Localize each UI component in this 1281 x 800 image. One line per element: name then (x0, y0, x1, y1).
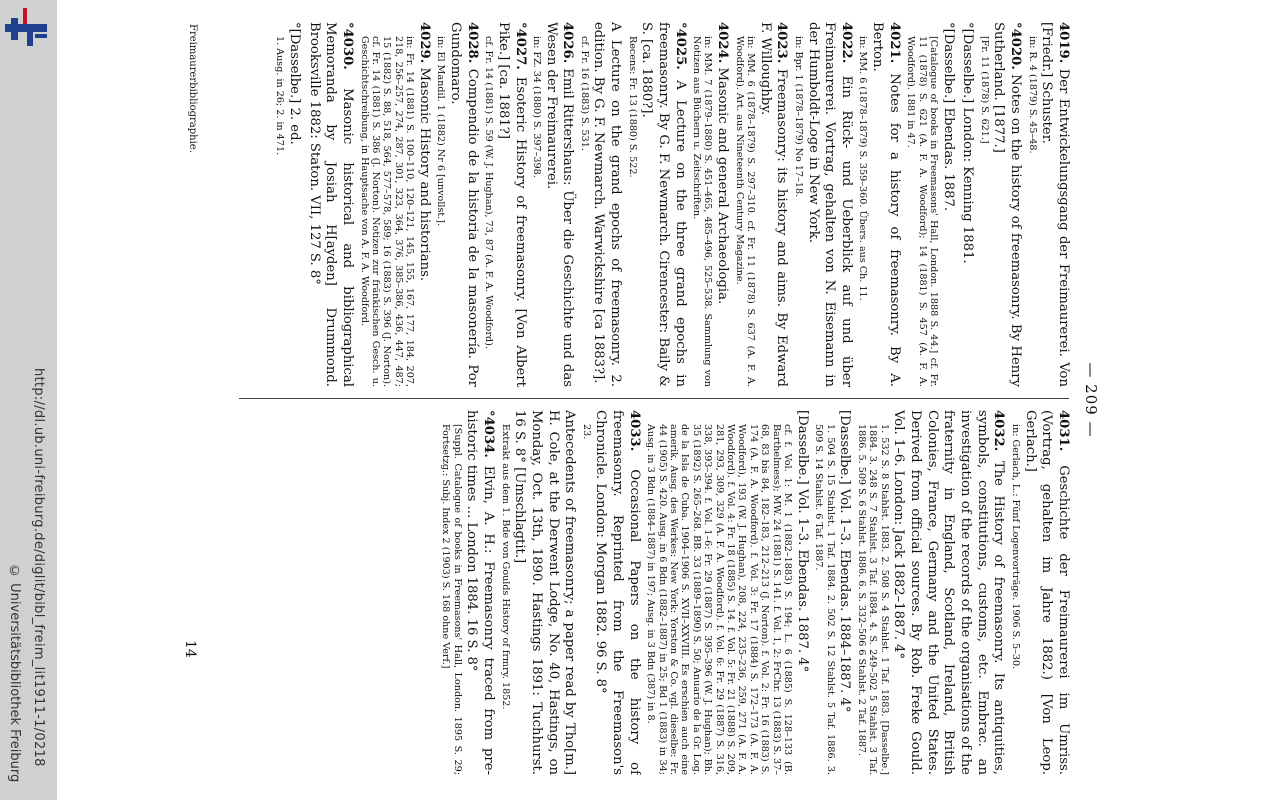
bibliography-entry (499, 410, 577, 775)
entry-note: 1. Ausg. in 26; 2. in 471. (274, 36, 286, 156)
entry-note: cf. Fr. 16 (1883) S. 531. (578, 36, 590, 151)
entry-number: °4027. (512, 22, 528, 70)
bibliography-entry (978, 22, 1023, 387)
entry-title: The History of freemasonry. Its antiquities, symbols, constitutions, customs, etc. Embrac. an investigation of the records of the organisations of the fraternity in England, Scotland, Ireland, British Colonies, France, Germany and the United States. Derived from official sources. By Rob. Freke Gould. Vol. 1–6. London: Jack 1882–1887. 4° (891, 410, 1007, 775)
entry-number: 4026. (560, 22, 576, 64)
entry-title: [Dasselbe.] Vol. 1–3. Ebendas. 1887. 4° (794, 410, 810, 673)
entry-title: Antecedents of freemasonry; a paper read by Tho[m.] H. Cole, at the Derwent Lodge, No. 40, Hastings, on Monday, Oct. 13th, 1890. Hastings 1891: Tuchhurst. 16 S. 8° [Umschlagtit.] (512, 410, 578, 775)
scanned-page-area (175, 0, 1111, 800)
entry-number: °4020. (1008, 22, 1024, 70)
entry-title: °[Dasselbe.] Ebendas. 1887. (940, 22, 956, 212)
entry-number: °4025. (672, 22, 688, 70)
entry-note: 23. (580, 424, 592, 440)
bibliography-entry (274, 22, 302, 387)
entry-number: 4024. (715, 22, 731, 64)
viewer-sidebar (0, 0, 57, 800)
document-url[interactable]: http://dl.ub.uni-freiburg.de/diglit/bibl_freim_lit1911-1/0218 (31, 368, 46, 767)
entry-note: 1. 532 S. 8 Stahlst. 1883. 2. 508 S. 4 Stahlst. 1 Taf. 1883. [Dasselbe.] 1884. 3. 248 S. 7 Stahlst. 3 Taf. 1884. 4. S. 249–502 5 Stahlst. 3 Taf. 1886. 5. 509 S. 6 Stahlst. 1886. 6. S. 332–506 6 Stahlst. 2 Taf. 1887. (855, 424, 890, 775)
bibliography-entry (857, 22, 902, 387)
entry-note: in: Fr. 14 (1881) S. 100–110, 120–121, 145, 155, 167, 177, 184, 207, 218, 256–257, 274, 287, 301, 323, 364, 376, 385–386, 436, 447, 487; 15 (1882) S. 88, 518, 564, 577–578, 589; 16 (1883) S. 396 (J. Norton). cf. Fr. 14 (1881) S. 386 (J. Norton). Notizen zur fränkischen Gesch. u. Geschichtschreibung, in Hauptsache von A. F. A. Woodford. (358, 36, 416, 387)
entry-title: [Dasselbe.] Vol. 1–3. Ebendas. 1884–1887. 4° (837, 410, 853, 713)
entry-number: 4032. (991, 410, 1007, 452)
entry-note: in: R. 4 (1879) S. 45–48. (1026, 36, 1038, 154)
entry-note: in: MM. 6 (1878–1879) S. 359–360. Übers. aus Ch. 11. (857, 36, 869, 301)
entry-number: 4029. (416, 22, 432, 64)
bibliography-entry (1026, 22, 1071, 387)
bibliography-entry (440, 410, 496, 775)
entry-number: 4022. (838, 22, 854, 64)
entry-title: Notes on the history of freemasonry. By Henry Sutherland. [1877.] (991, 22, 1024, 387)
bibliography-entry (855, 410, 1006, 775)
entry-note: [Fr. 11 (1878) S. 621.] (978, 36, 990, 144)
signature-mark: 14 (181, 640, 198, 658)
bibliography-entry (626, 22, 688, 387)
bibliography-entry (1009, 410, 1071, 775)
entry-number: 4031. (1056, 410, 1071, 452)
entry-note: Recens: Fr. 13 (1880) S. 522. (626, 36, 638, 178)
entry-note: in: Bpr. 1 (1878–1879) No 17–18. (792, 36, 804, 198)
entry-number: 4021. (886, 22, 902, 64)
bibliography-entry (813, 410, 853, 775)
entry-number: °4034. (481, 410, 497, 458)
entry-note: cf. f. Vol. 1: M. 1 (1882–1883) S. 194; L. 6 (1885) S. 128–133 (B. Barthelmess); MW. 24 (1881) S. 141. f. Vol. 1, 2: FrChr. 13 (1883) S. 37–68, 83 bis 84, 182–183, 212–213 (J. Norton). f. Vol. 2: Fr. 16 (1883) S. 174 (A. F. A. Woodford). f. Vol. 3: Fr. 17 (1884) S. 172–173 (A. F. A. Woodford), 193 (W. J. Hughan), 208, 224, 235–236, 259, 271 (A. F. A. Woodford). f. Vol. 4: Fr. 18 (1885) S. 14. f. Vol. 5: Fr. 21 (1888) S. 209, 281, 293, 309, 329 (A. F. A. Woodford). f. Vol. 6: Fr. 29 (1887) S. 316, 338, 393–394. f. Vol. 1–6: Fr. 29 (1887) S. 395–396 (W. J. Hughan); Bh. 35 (1892) S. 265–268. BB. 33 (1889–1890) S. 50; Anuario de la Gr. Log. de la Isla de Cuba. 1904–1906 S. XVII–XXVIII. Es erschien auch eine amerik. Ausg. des Werkes: New York: Yorston & Co. vgl. dieselbe: Fr. 44 (1905) S. 420. Ausg. in 6 Bdn (1882–1887) in 25; Bd 1 (1883) in 34; Ausg. in 3 Bdn (1884–1887) in 197; Ausg. in 3 Bdn (387) in 8. (645, 424, 794, 775)
entry-note: Extrakt aus dem 1. Bde von Goulds History of frmry. 1852. (499, 424, 511, 710)
bibliography-entry (580, 410, 642, 775)
entry-title: Occasional Papers on the history of freemasonry. Reprinted from the Freemason's Chronicle. London: Morgan 1882. 96 S. 8° (593, 410, 642, 775)
entry-title: Masonic and general Archaeologia. (715, 67, 731, 305)
entry-title: A Lecture on the three grand epochs in freemasonry. By G. F. Newmarch. Cirencester: Baily & S. [ca. 1880?]. (639, 22, 688, 387)
entry-note: [Suppl. Catalogue of books in Freemasons' Hall, London. 1895 S. 29; Fortsetzg.: Subj. Index 2 (1903) S. 168 ohne Verf.] (440, 424, 463, 775)
copyright-notice: © Universitätsbibliothek Freiburg (7, 564, 22, 783)
entry-title: Masonic historical and bibliographical Memoranda by Josiah H[ayden] Drummond. Brooksville 1882: Staton. VII, 127 S. 8° (306, 22, 356, 387)
entry-title: Emil Rittershaus: Über die Geschichte und das Wesen der Freimaurerei. (543, 22, 576, 387)
entry-note: [Catalogue of books in Freemasons' Hall, London. 1888 S. 44.] cf. Fr. 11 (1878) S. 621 (A. F. A. Woodford); 14 (1881) S. 457 (A. F. A. Woodford). 1881 in 47. (905, 36, 939, 387)
scanned-page (177, 10, 1109, 790)
bibliography-entry (959, 22, 976, 387)
entry-note: in: MM. 6 (1878–1879) S. 297–310. cf. Fr. 11 (1878) S. 637 (A. F. A. Woodford). Art. aus Nineteenth Century Magazine. (733, 36, 757, 387)
entry-title: Geschichte der Freimaurerei im Umriss. (Vortrag, gehalten im Jahre 1882.) [Von Leop. Gerlach.] (1022, 410, 1071, 775)
bibliography-entry (358, 22, 432, 387)
left-column (211, 22, 1071, 387)
bibliography-entry (435, 22, 480, 387)
entry-note: cf. Fr. 14 (1881) S. 59 (W. J. Hughan), 73, 87 (A. F. A. Woodford). (483, 36, 495, 349)
entry-title: Notes for a history of freemasonry. By A. Berton. (870, 22, 902, 387)
entry-title: Compendio de la historia de la masonería. Por Gundomaro. (448, 22, 480, 387)
entry-title: Esoteric History of freemasonry. [Von Albert Pike.] [ca. 1881?] (495, 22, 528, 387)
entry-title: °[Dasselbe.] 2. ed. (287, 22, 303, 145)
entry-title: A Lecture on the grand epochs of freemasonry. 2. edition. By G. F. Newmarch. Warwickshire [ca 1883?]. (591, 22, 624, 387)
entry-title: °[Dasselbe.] London: Kenning 1881. (960, 22, 976, 264)
entry-title: Der Entwickelungsgang der Freimaurerei. Von [Friedr.] Schuster. (1039, 22, 1071, 387)
entry-note: in: MM. 7 (1879–1880) S. 451–465, 485–496, 525–538. Sammlung von Notizen aus Büchern u. Zeitschriften. (691, 36, 714, 387)
bibliography-entry (691, 22, 731, 387)
entry-note: in: Gerlach, L.: Fünf Logenvorträge. 1906 S. 5–30. (1009, 424, 1021, 670)
entry-number: 4028. (464, 22, 480, 64)
entry-note: in: FZ. 34 (1880) S. 397–398. (530, 36, 542, 178)
entry-number: 4019. (1056, 22, 1071, 64)
bibliography-entry (531, 22, 576, 387)
bibliography-entry (305, 22, 355, 387)
bibliography-entry (645, 410, 810, 775)
page-number: — 209 — (1082, 362, 1100, 438)
entry-note: 1. 504 S. 15 Stahlst. 1 Taf. 1884. 2. 502 S. 12 Stahlst. 5 Taf. 1886. 3. 509 S. 14 Stahlst. 6 Taf. 1887. (813, 424, 836, 775)
footer-title: Freimaurerbibliographie. (186, 24, 198, 153)
bibliography-entry (733, 22, 789, 387)
right-column (211, 410, 1071, 775)
bibliography-entry (483, 22, 528, 387)
entry-number: 4023. (774, 22, 790, 64)
entry-title: Elvin, A. H.: Freemasonry traced from pre-historic times ... London 1884. 16 S. 8° (464, 410, 497, 775)
ub-freiburg-logo-icon[interactable] (5, 8, 47, 52)
bibliography-entry (905, 22, 956, 387)
bibliography-entry (792, 22, 854, 387)
column-divider (239, 398, 1069, 399)
entry-note: in: El Mandil. 1 (1882) Nr 6 [unvollst.]. (435, 36, 447, 227)
entry-number: 4033. (626, 410, 642, 452)
bibliography-entry (578, 22, 623, 387)
entry-number: °4030. (340, 22, 356, 70)
entry-title: Freemasonry: its history and aims. By Edward F. Willoughby. (757, 22, 790, 387)
entry-title: Masonic History and historians. (416, 67, 432, 282)
entry-title: Ein Rück- und Ueberblick auf und über Freimaurerei. Vortrag, gehalten von N. Eisemann in der Humboldt-Loge in New York. (805, 22, 854, 387)
